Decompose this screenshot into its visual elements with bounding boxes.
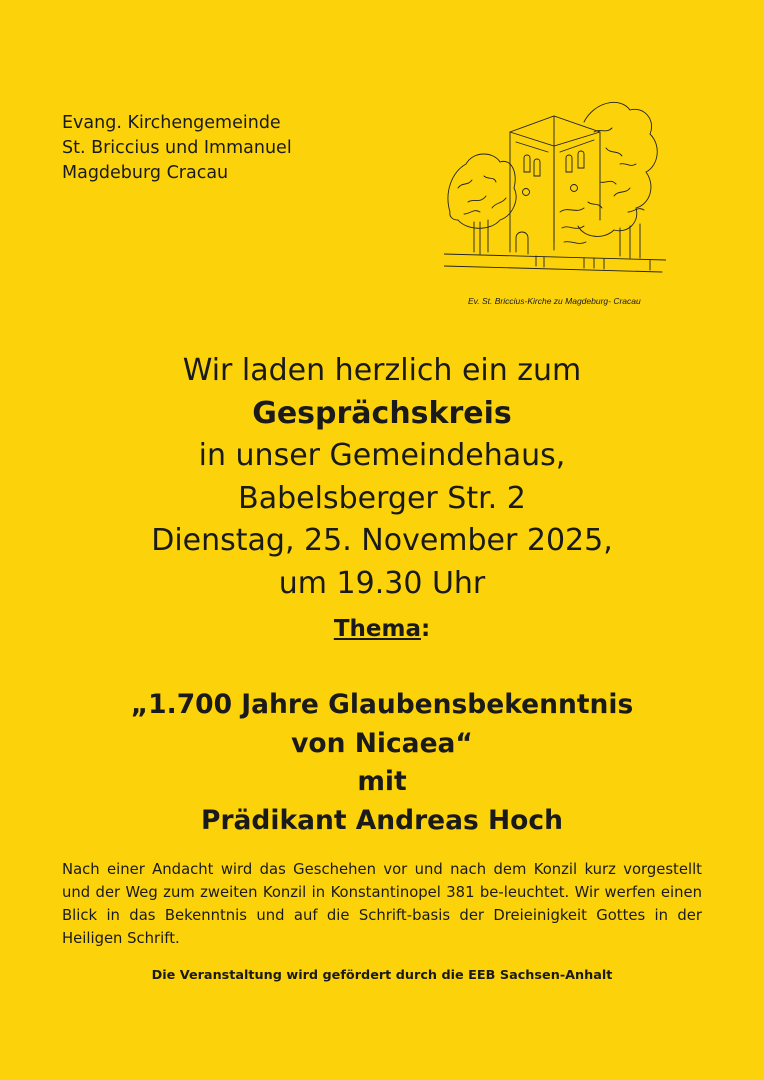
thema-label: Thema — [333, 616, 421, 642]
parish-name-line2: St. Briccius und Immanuel — [62, 138, 292, 158]
thema-heading — [0, 616, 764, 642]
event-date: Dienstag, 25. November 2025, — [151, 523, 613, 558]
invite-location-line: in unser Gemeindehaus, — [198, 438, 566, 473]
thema-colon: : — [420, 616, 431, 642]
parish-header — [62, 111, 292, 186]
speaker-name: Prädikant Andreas Hoch — [201, 804, 563, 836]
invitation-block — [0, 350, 764, 605]
event-description: Nach einer Andacht wird das Geschehen vor und nach dem Konzil kurz vorgestellt und der Weg zum zweiten Konzil in Konstantinopel 381 be-leuchtet. Wir werfen einen Blick in das Bekenntnis und auf die Schrift-basis der Dreieinigkeit Gottes in der Heiligen Schrift. — [62, 861, 702, 947]
funding-note: Die Veranstaltung wird gefördert durch die EEB Sachsen-Anhalt — [151, 968, 613, 983]
parish-name-line3: Magdeburg Cracau — [62, 163, 229, 183]
church-sketch-image — [444, 92, 666, 278]
topic-line3: mit — [357, 766, 407, 797]
topic-line1: „1.700 Jahre Glaubensbekenntnis — [130, 689, 634, 720]
event-title: Gesprächskreis — [252, 395, 512, 431]
sketch-caption: Ev. St. Briccius-Kirche zu Magdeburg- Cracau — [468, 296, 641, 306]
event-time: um 19.30 Uhr — [278, 565, 486, 601]
topic-block — [0, 686, 764, 840]
event-address: Babelsberger Str. 2 — [238, 480, 526, 516]
topic-line2: von Nicaea“ — [291, 727, 473, 759]
invite-line: Wir laden herzlich ein zum — [182, 353, 582, 388]
parish-name-line1: Evang. Kirchengemeinde — [62, 113, 281, 133]
